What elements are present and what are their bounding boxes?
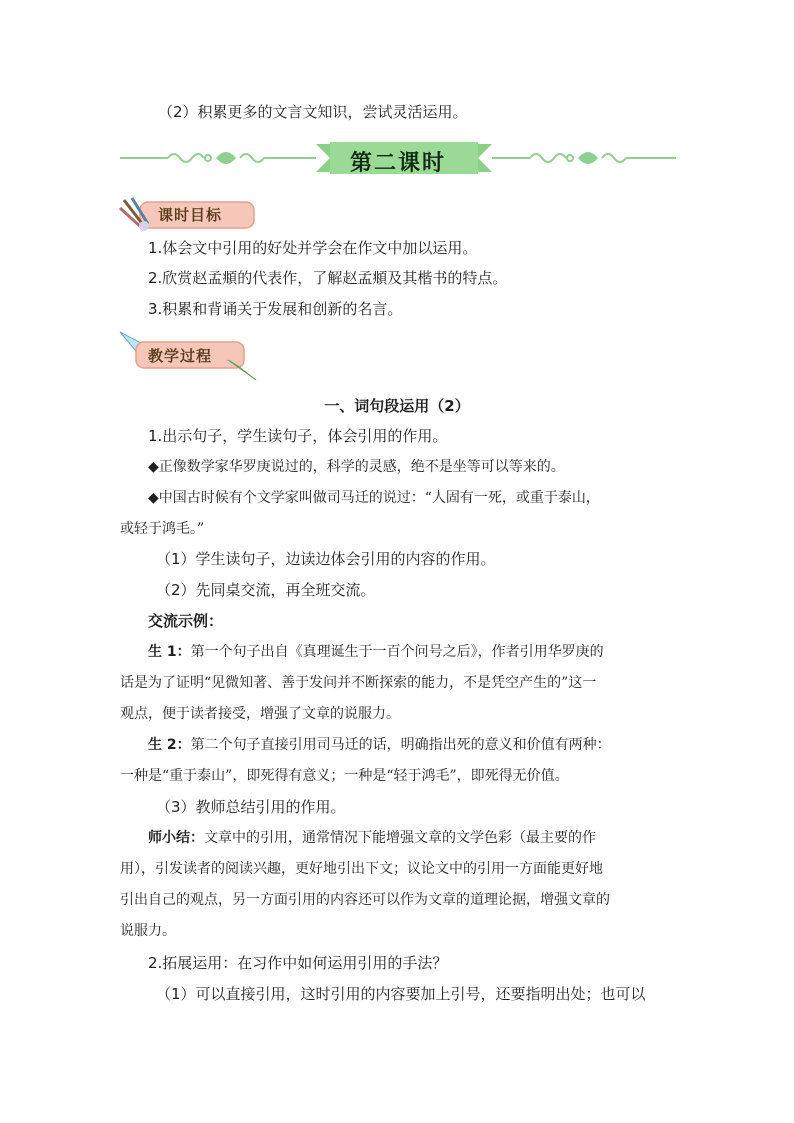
student-1-line-2: 话是为了证明“见微知著、善于发问并不断探索的能力，不是凭空产生的”这一	[120, 675, 597, 691]
step-2: 2.拓展运用：在习作中如何运用引用的手法？	[148, 954, 448, 972]
goal-2: 2.欣赏赵孟頫的代表作，了解赵孟頫及其楷书的特点。	[148, 269, 508, 287]
sub-step-3: （3）教师总结引用的作用。	[156, 798, 346, 816]
teacher-text: 文章中的引用，通常情况下能增强文章的文学色彩（最主要的作	[204, 830, 596, 846]
sub-step-last: （1）可以直接引用，这时引用的内容要加上引号，还要指明出处；也可以	[156, 985, 646, 1003]
student-1-label: 生 1：	[148, 644, 191, 660]
goal-3: 3.积累和背诵关于发展和创新的名言。	[148, 300, 403, 318]
student-2-label: 生 2：	[148, 737, 191, 753]
sub-step-2: （2）先同桌交流，再全班交流。	[156, 581, 376, 599]
section-title: 一、词句段运用（2）	[324, 397, 470, 415]
step-1: 1.出示句子，学生读句子，体会引用的作用。	[148, 427, 448, 445]
banner-title: 第二课时	[349, 150, 446, 176]
student-2-line-2: 一种是“重于泰山”，即死得有意义；一种是“轻于鸿毛”，即死得无价值。	[120, 768, 569, 784]
student-1-line-1	[148, 642, 708, 662]
student-1-text: 第一个句子出自《真理诞生于一百个问号之后》，作者引用华罗庚的	[190, 644, 604, 660]
objective-line-2: （2）积累更多的文言文知识，尝试灵活运用。	[158, 103, 468, 121]
process-tag	[118, 330, 258, 382]
student-2-text: 第二个句子直接引用司马迁的话，明确指出死的意义和价值有两种：	[190, 737, 611, 753]
student-2-line-1	[148, 735, 708, 755]
teacher-summary-line-2: 用），引发读者的阅读兴趣，更好地引出下文；议论文中的引用一方面能更好地	[120, 861, 603, 877]
goal-1: 1.体会文中引用的好处并学会在作文中加以运用。	[148, 239, 478, 257]
quote-1: ◆正像数学家华罗庚说过的，科学的灵感，绝不是坐等可以等来的。	[148, 459, 565, 475]
goals-tag-label: 课时目标	[158, 206, 223, 224]
quote-2-line-2: 或轻于鸿毛。”	[120, 521, 205, 537]
section-banner	[120, 138, 676, 178]
teacher-summary-line-1	[148, 828, 708, 848]
teacher-label: 师小结：	[148, 830, 204, 846]
teacher-summary-line-3: 引出自己的观点，另一方面引用的内容还可以作为文章的道理论据，增强文章的	[120, 892, 610, 908]
quote-2-line-1: ◆中国古时候有个文学家叫做司马迁的说过：“人固有一死，或重于泰山，	[148, 490, 600, 506]
teacher-summary-line-4: 说服力。	[120, 923, 176, 939]
sub-step-1: （1）学生读句子，边读边体会引用的内容的作用。	[156, 550, 496, 568]
process-tag-label: 教学过程	[148, 347, 213, 365]
student-1-line-3: 观点，便于读者接受，增强了文章的说服力。	[120, 706, 400, 722]
example-heading: 交流示例：	[148, 612, 224, 630]
goals-tag	[118, 196, 258, 232]
